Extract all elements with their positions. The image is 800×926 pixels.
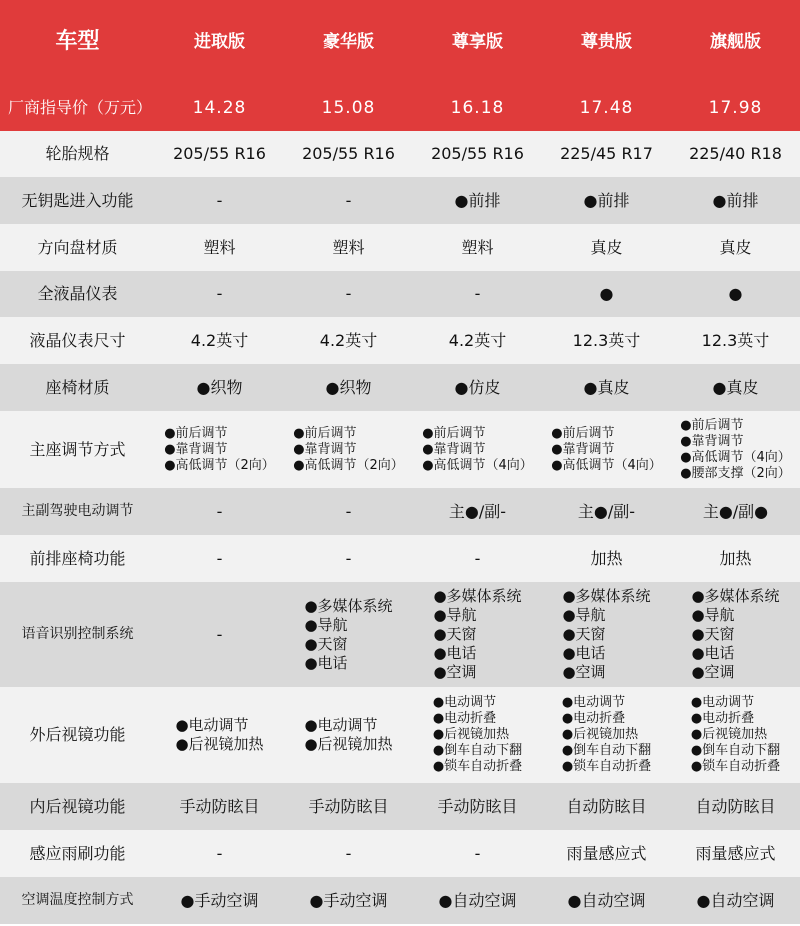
feature-list (175, 716, 263, 754)
feature-item: ●天窗 (691, 625, 735, 643)
row-label: 主副驾驶电动调节 (0, 488, 155, 535)
spec-cell: 雨量感应式 (671, 830, 800, 877)
feature-item: ●天窗 (304, 634, 348, 653)
spec-row (0, 783, 800, 830)
spec-cell (542, 687, 671, 783)
spec-cell: 225/45 R17 (542, 131, 671, 177)
trim-header: 进取版 (155, 0, 284, 85)
spec-cell: 4.2英寸 (284, 317, 413, 364)
feature-item: ●高低调节（4向） (422, 457, 533, 473)
price-cell: 17.48 (542, 85, 671, 131)
model-label: 车型 (0, 0, 155, 85)
spec-cell: - (155, 830, 284, 877)
spec-cell: ●织物 (155, 364, 284, 411)
feature-list (562, 587, 650, 682)
feature-item: ●锁车自动折叠 (432, 759, 523, 774)
feature-item: ●靠背调节 (164, 441, 228, 457)
spec-cell: 雨量感应式 (542, 830, 671, 877)
feature-item: ●多媒体系统 (562, 587, 651, 605)
feature-item: ●电动调节 (432, 695, 497, 710)
spec-cell: ●织物 (284, 364, 413, 411)
row-label: 无钥匙进入功能 (0, 177, 155, 224)
feature-item: ●前后调节 (164, 425, 228, 441)
spec-cell: ●自动空调 (413, 877, 542, 924)
feature-item: ●电动调节 (561, 695, 626, 710)
feature-list (433, 695, 522, 775)
spec-cell: - (155, 582, 284, 687)
spec-row (0, 488, 800, 535)
feature-item: ●倒车自动下翻 (561, 743, 652, 758)
spec-cell (284, 582, 413, 687)
feature-item: ●导航 (691, 606, 735, 624)
feature-item: ●锁车自动折叠 (561, 759, 652, 774)
spec-cell: 塑料 (155, 224, 284, 271)
row-label: 空调温度控制方式 (0, 877, 155, 924)
feature-item: ●前后调节 (551, 425, 615, 441)
spec-cell (671, 582, 800, 687)
spec-row (0, 687, 800, 783)
spec-cell: 自动防眩目 (671, 783, 800, 830)
feature-item: ●靠背调节 (551, 441, 615, 457)
spec-cell: 12.3英寸 (671, 317, 800, 364)
spec-row (0, 131, 800, 177)
spec-cell (542, 411, 671, 488)
feature-item: ●后视镜加热 (690, 727, 768, 742)
spec-cell: - (284, 488, 413, 535)
feature-item: ●天窗 (562, 625, 606, 643)
price-cell: 14.28 (155, 85, 284, 131)
feature-item: ●导航 (562, 606, 606, 624)
row-label: 座椅材质 (0, 364, 155, 411)
row-label: 全液晶仪表 (0, 271, 155, 317)
header-row-price (0, 85, 800, 131)
spec-cell: 真皮 (671, 224, 800, 271)
row-label: 感应雨刷功能 (0, 830, 155, 877)
feature-item: ●倒车自动下翻 (690, 743, 781, 758)
spec-cell: - (413, 830, 542, 877)
feature-list (562, 695, 651, 775)
feature-list (422, 426, 533, 474)
feature-item: ●电动调节 (304, 716, 378, 734)
feature-item: ●多媒体系统 (691, 587, 780, 605)
feature-item: ●电动折叠 (432, 711, 497, 726)
feature-item: ●高低调节（2向） (293, 457, 404, 473)
row-label: 方向盘材质 (0, 224, 155, 271)
spec-cell: - (284, 830, 413, 877)
feature-item: ●电话 (304, 653, 348, 672)
spec-row (0, 877, 800, 924)
spec-cell: - (155, 488, 284, 535)
spec-cell: 手动防眩目 (155, 783, 284, 830)
spec-cell: ●前排 (542, 177, 671, 224)
spec-cell: 塑料 (284, 224, 413, 271)
feature-list (164, 426, 275, 474)
spec-row (0, 411, 800, 488)
spec-row (0, 317, 800, 364)
row-label: 主座调节方式 (0, 411, 155, 488)
spec-cell: ●真皮 (542, 364, 671, 411)
feature-item: ●前后调节 (680, 417, 744, 433)
spec-cell (155, 411, 284, 488)
feature-item: ●空调 (433, 663, 477, 681)
spec-cell: 手动防眩目 (413, 783, 542, 830)
feature-list (293, 426, 404, 474)
spec-cell: ●手动空调 (284, 877, 413, 924)
feature-item: ●靠背调节 (422, 441, 486, 457)
spec-cell: ●真皮 (671, 364, 800, 411)
feature-item: ●靠背调节 (293, 441, 357, 457)
spec-cell: 真皮 (542, 224, 671, 271)
feature-item: ●电动调节 (175, 716, 249, 734)
feature-list (433, 587, 521, 682)
row-label: 前排座椅功能 (0, 535, 155, 582)
feature-item: ●锁车自动折叠 (690, 759, 781, 774)
spec-cell: - (155, 177, 284, 224)
feature-list (691, 695, 780, 775)
spec-cell (671, 687, 800, 783)
spec-cell: ● (542, 271, 671, 317)
row-label: 外后视镜功能 (0, 687, 155, 783)
spec-cell: 加热 (671, 535, 800, 582)
spec-cell (671, 411, 800, 488)
spec-cell: - (284, 271, 413, 317)
spec-cell (542, 582, 671, 687)
spec-cell (155, 687, 284, 783)
trim-header: 旗舰版 (671, 0, 800, 85)
feature-item: ●倒车自动下翻 (432, 743, 523, 758)
spec-cell (284, 411, 413, 488)
spec-row (0, 830, 800, 877)
trim-header: 尊享版 (413, 0, 542, 85)
spec-cell: 4.2英寸 (155, 317, 284, 364)
spec-cell: 主●/副- (413, 488, 542, 535)
spec-cell: 主●/副● (671, 488, 800, 535)
feature-item: ●靠背调节 (680, 433, 744, 449)
feature-item: ●高低调节（2向） (164, 457, 275, 473)
feature-item: ●腰部支撑（2向） (680, 465, 791, 481)
spec-cell: - (413, 535, 542, 582)
feature-list (691, 587, 779, 682)
price-cell: 16.18 (413, 85, 542, 131)
spec-row (0, 177, 800, 224)
spec-cell (413, 687, 542, 783)
feature-item: ●导航 (433, 606, 477, 624)
feature-item: ●电动调节 (690, 695, 755, 710)
trim-header: 尊贵版 (542, 0, 671, 85)
spec-row (0, 582, 800, 687)
feature-item: ●电话 (691, 644, 735, 662)
feature-item: ●空调 (562, 663, 606, 681)
trim-header: 豪华版 (284, 0, 413, 85)
feature-item: ●电动折叠 (561, 711, 626, 726)
feature-item: ●高低调节（4向） (680, 449, 791, 465)
row-label: 液晶仪表尺寸 (0, 317, 155, 364)
spec-cell: ● (671, 271, 800, 317)
spec-cell: 205/55 R16 (155, 131, 284, 177)
spec-cell: ●前排 (413, 177, 542, 224)
spec-cell: - (284, 535, 413, 582)
feature-item: ●后视镜加热 (432, 727, 510, 742)
feature-item: ●前后调节 (293, 425, 357, 441)
spec-row (0, 535, 800, 582)
spec-cell: 225/40 R18 (671, 131, 800, 177)
spec-cell: - (155, 271, 284, 317)
spec-cell: 自动防眩目 (542, 783, 671, 830)
row-label: 内后视镜功能 (0, 783, 155, 830)
feature-item: ●导航 (304, 615, 348, 634)
feature-item: ●后视镜加热 (561, 727, 639, 742)
spec-cell: - (155, 535, 284, 582)
feature-item: ●后视镜加热 (304, 735, 393, 753)
spec-cell: 手动防眩目 (284, 783, 413, 830)
spec-cell: ●手动空调 (155, 877, 284, 924)
feature-item: ●多媒体系统 (304, 596, 393, 615)
spec-cell: 主●/副- (542, 488, 671, 535)
spec-cell: 加热 (542, 535, 671, 582)
header-row-model (0, 0, 800, 85)
spec-cell (413, 411, 542, 488)
spec-cell: 塑料 (413, 224, 542, 271)
spec-row (0, 364, 800, 411)
spec-cell (284, 687, 413, 783)
row-label: 语音识别控制系统 (0, 582, 155, 687)
row-label: 轮胎规格 (0, 131, 155, 177)
feature-item: ●空调 (691, 663, 735, 681)
feature-item: ●电话 (562, 644, 606, 662)
feature-item: ●电动折叠 (690, 711, 755, 726)
feature-list (551, 426, 662, 474)
feature-item: ●多媒体系统 (433, 587, 522, 605)
spec-cell: - (413, 271, 542, 317)
price-label: 厂商指导价（万元） (0, 85, 155, 131)
spec-cell: 205/55 R16 (413, 131, 542, 177)
feature-item: ●电话 (433, 644, 477, 662)
spec-cell: 12.3英寸 (542, 317, 671, 364)
price-cell: 15.08 (284, 85, 413, 131)
spec-cell: 4.2英寸 (413, 317, 542, 364)
feature-item: ●天窗 (433, 625, 477, 643)
spec-cell (413, 582, 542, 687)
feature-item: ●后视镜加热 (175, 735, 264, 753)
spec-cell: - (284, 177, 413, 224)
spec-row (0, 224, 800, 271)
spec-cell: 205/55 R16 (284, 131, 413, 177)
spec-cell: ●自动空调 (671, 877, 800, 924)
price-cell: 17.98 (671, 85, 800, 131)
spec-cell: ●前排 (671, 177, 800, 224)
feature-item: ●前后调节 (422, 425, 486, 441)
feature-list (680, 418, 791, 482)
spec-cell: ●自动空调 (542, 877, 671, 924)
feature-list (304, 597, 392, 673)
spec-row (0, 271, 800, 317)
feature-item: ●高低调节（4向） (551, 457, 662, 473)
spec-cell: ●仿皮 (413, 364, 542, 411)
feature-list (304, 716, 392, 754)
